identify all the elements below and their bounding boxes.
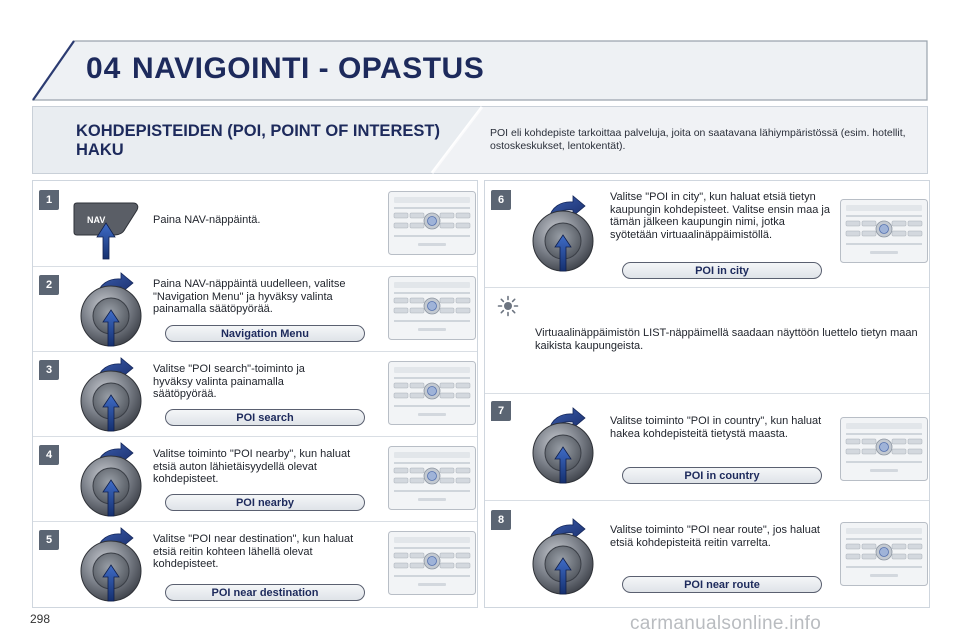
step-row-2: [33, 266, 477, 352]
radio-panel-thumbnail: [388, 276, 476, 340]
step-text: Paina NAV-näppäintä uudelleen, valitse "Navigation Menu" ja hyväksy valinta painamalla säätöpyörää.: [153, 278, 346, 315]
radio-panel-thumbnail: [388, 361, 476, 425]
radio-panel-thumbnail: [388, 191, 476, 255]
step-row-1: [33, 181, 477, 267]
step-number: 5: [45, 534, 53, 546]
sun-icon: [497, 295, 519, 317]
step-text: Valitse "POI in city", kun haluat etsiä tietyn kaupungin kohdepisteet. Valitse ensin maa ja tämän jälkeen kaupungin nimi, jotka syötetään virtuaalinäppäimistöllä.: [610, 191, 830, 241]
step-text: Valitse "POI near destination", kun haluat etsiä reitin kohteen lähellä olevat kohdepisteet.: [153, 533, 354, 570]
rotary-knob-icon: [531, 421, 595, 485]
chapter-number: 04: [86, 52, 122, 85]
radio-panel-thumbnail: [388, 531, 476, 595]
radio-panel-thumbnail: [840, 199, 928, 263]
step-text: Valitse toiminto "POI near route", jos haluat etsiä kohdepisteitä reitin varrelta.: [610, 524, 820, 549]
menu-option-pill[interactable]: POI nearby: [165, 494, 365, 511]
menu-option-pill[interactable]: POI in city: [622, 262, 822, 279]
nav-button-graphic: [73, 199, 141, 261]
step-row-7: [485, 393, 929, 501]
chapter-title: NAVIGOINTI - OPASTUS: [132, 52, 485, 85]
menu-option-pill[interactable]: Navigation Menu: [165, 325, 365, 342]
right-steps-panel: [484, 180, 930, 608]
step-number: 4: [45, 449, 53, 461]
step-text: Valitse toiminto "POI nearby", kun haluat etsiä auton lähietäisyydellä olevat kohdepisteet.: [153, 448, 351, 485]
step-number: 1: [45, 194, 53, 206]
rotary-knob-icon: [79, 369, 143, 433]
section-title: KOHDEPISTEIDEN (POI, POINT OF INTEREST) HAKU: [76, 122, 440, 159]
step-text: Valitse "POI search"-toiminto ja hyväksy valinta painamalla säätöpyörää.: [153, 363, 305, 400]
step-row-5: [33, 521, 477, 606]
menu-option-pill[interactable]: POI search: [165, 409, 365, 426]
radio-panel-thumbnail: [388, 446, 476, 510]
step-number: 2: [45, 279, 53, 291]
watermark: carmanualsonline.info: [630, 613, 822, 634]
step-number: 7: [497, 405, 505, 417]
section-description: POI eli kohdepiste tarkoittaa palveluja, joita on saatavana lähiympäristössä (esim. hotellit, ostoskeskukset, lentokentät).: [490, 127, 906, 152]
step-number: 3: [45, 364, 53, 376]
step-text: Paina NAV-näppäintä.: [153, 214, 261, 226]
menu-option-pill[interactable]: POI in country: [622, 467, 822, 484]
step-number: 6: [497, 194, 505, 206]
tip-row: [485, 287, 929, 394]
svg-text:NAV: NAV: [87, 215, 106, 225]
rotary-knob-icon: [531, 209, 595, 273]
step-number: 8: [497, 514, 505, 526]
step-row-8: [485, 500, 929, 607]
step-row-4: [33, 436, 477, 522]
left-steps-panel: [32, 180, 478, 608]
step-row-6: [485, 181, 929, 288]
rotary-knob-icon: [531, 532, 595, 596]
step-text: Valitse toiminto "POI in country", kun haluat hakea kohdepisteitä tietystä maasta.: [610, 415, 822, 440]
radio-panel-thumbnail: [840, 522, 928, 586]
page-number: 298: [30, 612, 51, 626]
rotary-knob-icon: [79, 284, 143, 348]
step-row-3: [33, 351, 477, 437]
menu-option-pill[interactable]: POI near route: [622, 576, 822, 593]
menu-option-pill[interactable]: POI near destination: [165, 584, 365, 601]
rotary-knob-icon: [79, 539, 143, 603]
tip-text: Virtuaalinäppäimistön LIST-näppäimellä saadaan näyttöön luettelo tietyn maan kaikista kaupungeista.: [535, 327, 918, 352]
rotary-knob-icon: [79, 454, 143, 518]
radio-panel-thumbnail: [840, 417, 928, 481]
